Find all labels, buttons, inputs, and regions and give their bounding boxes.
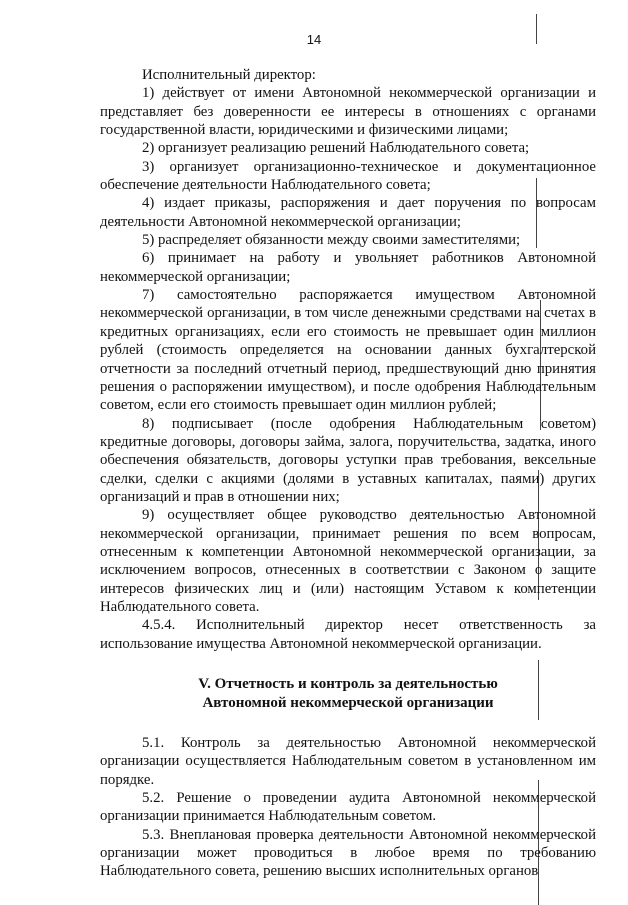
document-body bbox=[100, 66, 596, 881]
paragraph: 8) подписывает (после одобрения Наблюдательным советом) кредитные договоры, договоры займа, залога, поручительства, задатка, иного обеспечения обязательств, договоры уступки прав требования, вексельные сделки, сделки с акциями (долями в уставных капиталах, паями) других организаций и прав в отношении них; bbox=[100, 415, 596, 505]
scan-artifact-line bbox=[536, 14, 537, 44]
paragraph: 4) издает приказы, распоряжения и дает поручения по вопросам деятельности Автономной некоммерческой организации; bbox=[100, 195, 596, 230]
paragraph: 2) организует реализацию решений Наблюдательного совета; bbox=[142, 140, 530, 157]
paragraph: 7) самостоятельно распоряжается имуществом Автономной некоммерческой организации, в том числе денежными средствами на счетах в кредитных организациях, если его стоимость не превышает один миллион рублей (стоимость определяется на основании данных бухгалтерской отчетности за последний отчетный период, предшествующий дню принятия решения о распоряжении имуществом), и после одобрения Наблюдательным советом, если его стоимость превышает один миллион рублей; bbox=[100, 287, 596, 414]
director-intro: Исполнительный директор: bbox=[142, 67, 316, 83]
section-heading bbox=[100, 675, 596, 712]
paragraph: 9) осуществляет общее руководство деятельностью Автономной некоммерческой организации, принимает решения по всем вопросам, отнесенным к компетенции Автономной некоммерческой организации, за исключением вопросов, отнесенных в соответствии с Законом о защите интересов физических лиц и (или) настоящим Уставом к компетенции Наблюдательного совета. bbox=[100, 507, 596, 615]
paragraph: 3) организует организационно-техническое и документационное обеспечение деятельности Наблюдательного совета; bbox=[100, 158, 596, 194]
section-heading-line1: V. Отчетность и контроль за деятельностью bbox=[198, 676, 498, 692]
page-number: 14 bbox=[306, 32, 322, 47]
paragraph: 5) распределяет обязанности между своими заместителями; bbox=[142, 232, 521, 249]
section-heading-line2: Автономной некоммерческой организации bbox=[202, 694, 494, 711]
paragraph: 5.3. Внеплановая проверка деятельности Автономной некоммерческой организации может проводиться в любое время по требованию Наблюдательного совета, решению высших исполнительных органов bbox=[100, 826, 596, 880]
paragraph: 5.1. Контроль за деятельностью Автономной некоммерческой организации осуществляется Наблюдательным советом в установленном им порядке. bbox=[100, 735, 596, 788]
paragraph: 5.2. Решение о проведении аудита Автономной некоммерческой организации принимается Наблюдательным советом. bbox=[100, 790, 596, 825]
paragraph: 6) принимает на работу и увольняет работников Автономной некоммерческой организации; bbox=[100, 250, 596, 285]
paragraph: 4.5.4. Исполнительный директор несет ответственность за использование имущества Автономной некоммерческой организации. bbox=[100, 617, 596, 652]
paragraph: 1) действует от имени Автономной некоммерческой организации и представляет без доверенности ее интересы в отношениях с органами государственной власти, юридическими и физическими лицами; bbox=[100, 85, 596, 139]
